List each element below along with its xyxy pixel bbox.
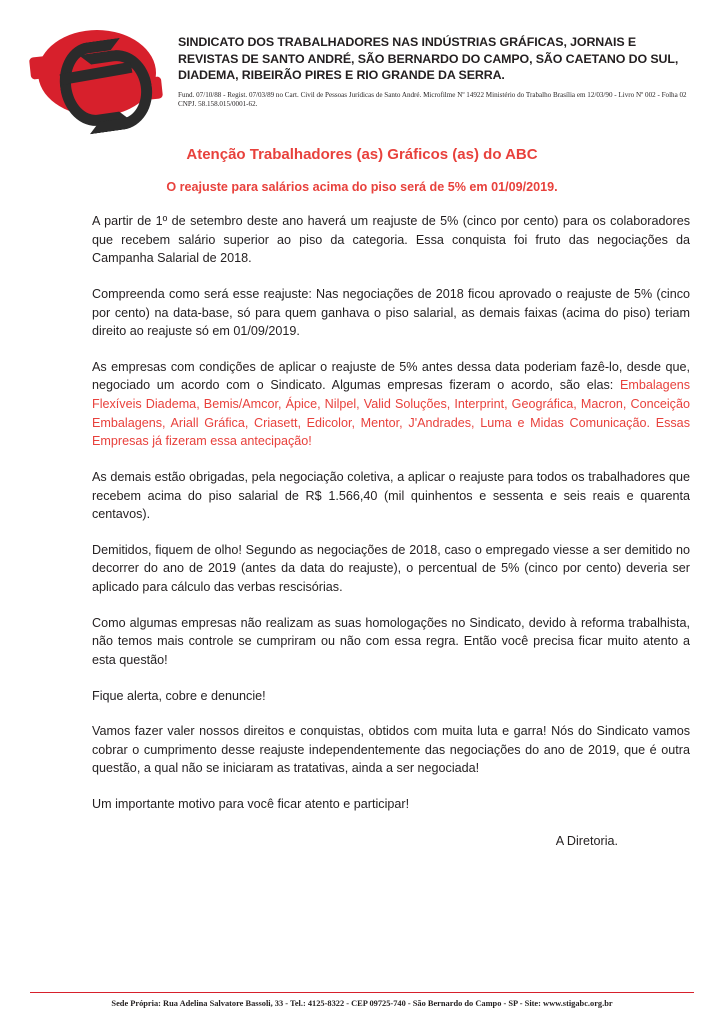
page-title: Atenção Trabalhadores (as) Gráficos (as) do ABC [186, 146, 538, 163]
page-subtitle: O reajuste para salários acima do piso será de 5% em 01/09/2019. [166, 180, 558, 194]
sindicato-logo-icon [30, 28, 162, 120]
paragraph-1: A partir de 1º de setembro deste ano haverá um reajuste de 5% (cinco por cento) para os colaboradores que recebem salário superior ao piso da categoria. Essa conquista foi fruto das negociações da Campanha Salarial de 2018. [92, 214, 690, 266]
paragraph-2: Compreenda como será esse reajuste: Nas negociações de 2018 ficou aprovado o reajuste de 5% (cinco por cento) na data-base, só para quem ganhava o piso salarial, as demais faixas (acima do piso) teriam direito ao reajuste só em 01/09/2019. [92, 286, 690, 339]
paragraph-4: As demais estão obrigadas, pela negociação coletiva, a aplicar o reajuste para todos os trabalhadores que recebem acima do piso salarial de R$ 1.566,40 (mil quinhentos e sessenta e seis reais e quarenta centavos). [92, 469, 690, 522]
paragraph-7: Fique alerta, cobre e denuncie! [92, 688, 266, 703]
paragraph-6: Como algumas empresas não realizam as suas homologações no Sindicato, devido à reforma trabalhista, não temos mais controle se cumpriram ou não com essa regra. Então você precisa ficar muito atento a esta questão! [92, 615, 690, 667]
company-list: Embalagens Flexíveis Diadema, Bemis/Amcor, Ápice, Nilpel, Valid Soluções, Interprint, Geográfica, Macron, Conceição Embalagens, Ariall Gráfica, Criasett, Edicolor, Mentor, J'Andrades, Luma e Midas Comunicação. Essas Empresas já fizeram essa antecipação! [92, 378, 690, 449]
paragraph-9: Um importante motivo para você ficar atento e participar! [92, 797, 410, 811]
paragraph-5: Demitidos, fiquem de olho! Segundo as negociações de 2018, caso o empregado viesse a ser demitido no decorrer do ano de 2019 (antes da data do reajuste), o percentual de 5% (cinco por cento) deveria ser aplicado para cálculo das verbas rescisórias. [92, 542, 690, 594]
paragraph-3 [92, 358, 690, 451]
document-footer [0, 992, 724, 1008]
paragraph-3-intro: As empresas com condições de aplicar o reajuste de 5% antes dessa data poderiam fazê-lo, desde que, negociado um acordo com o Sindicato. Algumas empresas fizeram o acordo, são elas: [92, 359, 690, 393]
footer-address: Sede Própria: Rua Adelina Salvatore Bassoli, 33 - Tel.: 4125-8322 - CEP 09725-740 - São Bernardo do Campo - SP - Site: www.stigabc.org.br [111, 999, 613, 1008]
signature: A Diretoria. [555, 833, 618, 848]
union-registration-info: Fund. 07/10/88 - Regist. 07/03/89 no Cart. Civil de Pessoas Jurídicas de Santo André. Microfilme Nº 14922 Ministério do Trabalho Brasília em 12/03/90 - Livro Nº 002 - Folha 02 CNPJ. 58.158.015/0001-62. [178, 90, 687, 109]
header-text-block [162, 24, 698, 110]
document-body [0, 212, 724, 848]
union-name: SINDICATO DOS TRABALHADORES NAS INDÚSTRIAS GRÁFICAS, JORNAIS E REVISTAS DE SANTO ANDRÉ, SÃO BERNARDO DO CAMPO, SÃO CAETANO DO SUL, DIADEMA, RIBEIRÃO PIRES E RIO GRANDE DA SERRA. [178, 35, 679, 82]
paragraph-8: Vamos fazer valer nossos direitos e conquistas, obtidos com muita luta e garra! Nós do Sindicato vamos cobrar o cumprimento desse reajuste independentemente das negociações do ano de 2019, que é outra questão, a qual não se iniciaram as tratativas, ainda a ser negociada! [92, 724, 690, 776]
footer-divider [30, 992, 694, 993]
document-header [0, 0, 724, 120]
